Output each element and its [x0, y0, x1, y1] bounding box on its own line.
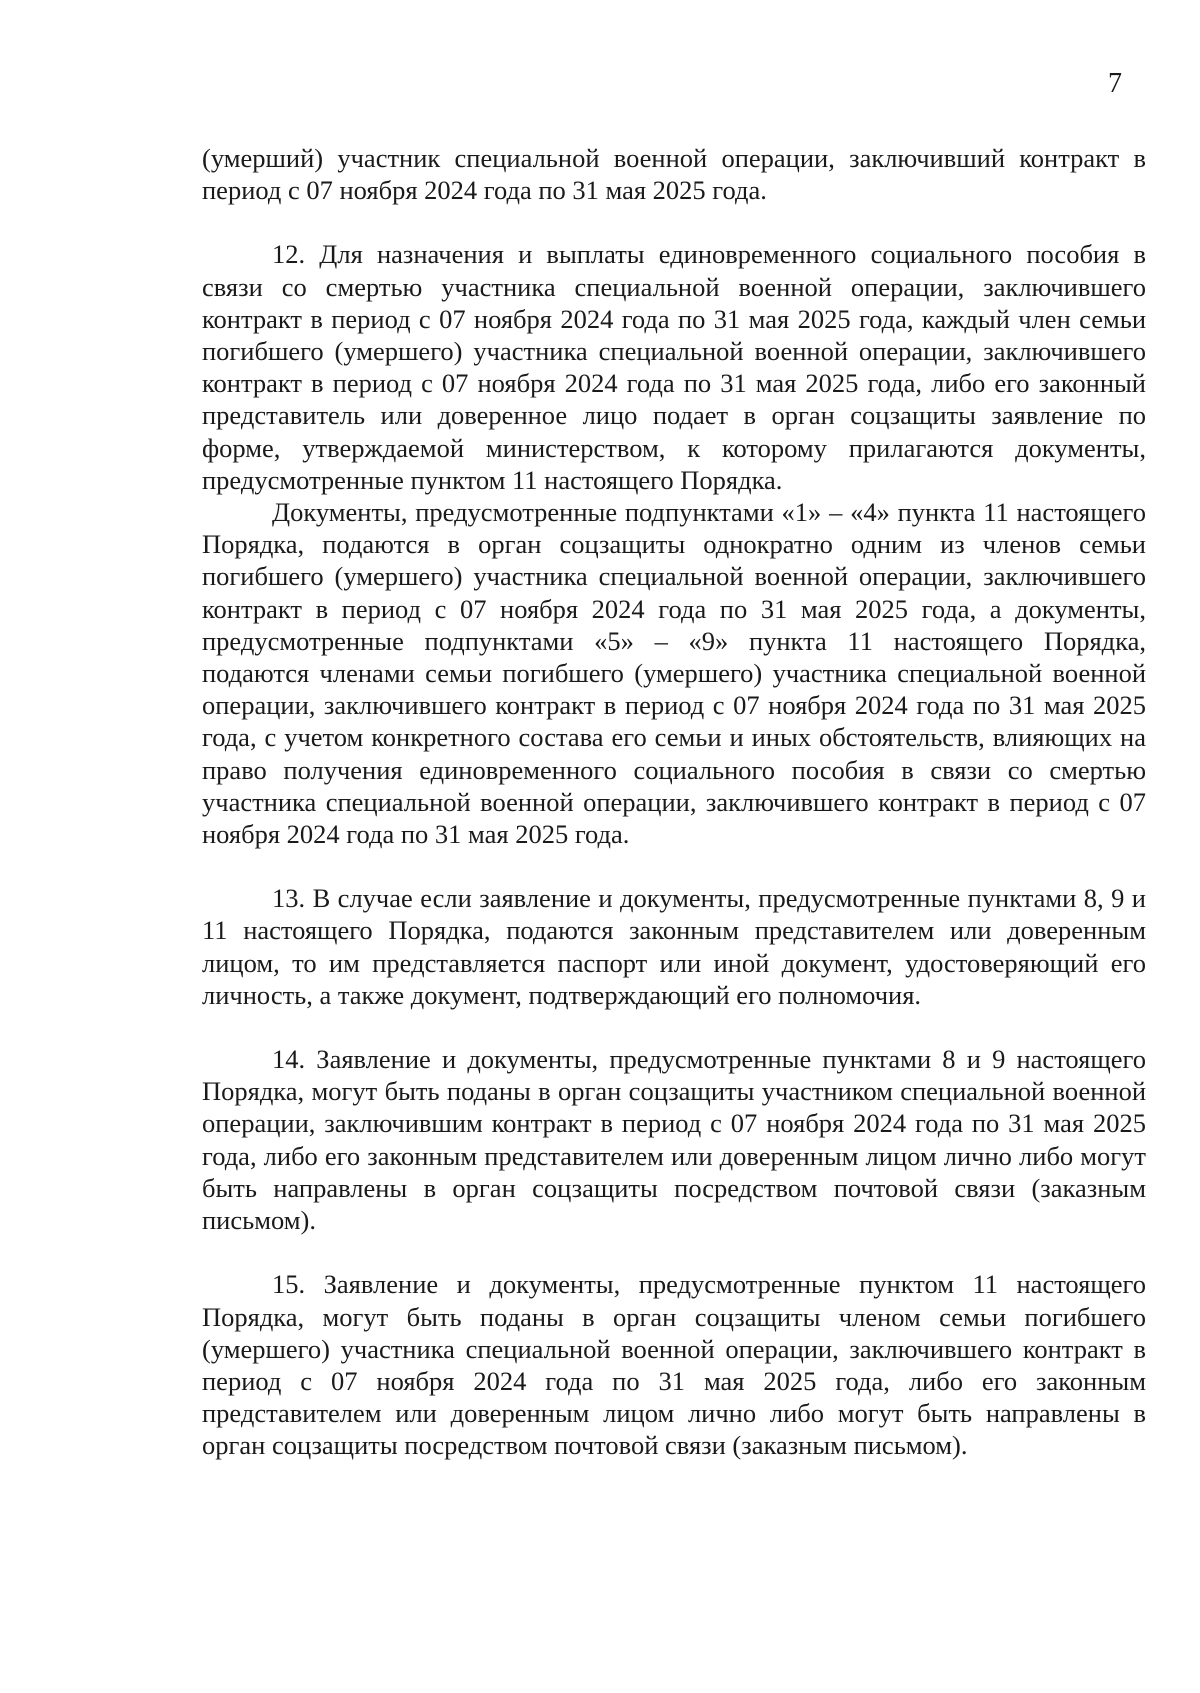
paragraph-item-15: 15. Заявление и документы, предусмотренные пунктом 11 настоящего Порядка, могут быть поданы в орган соцзащиты членом семьи погибшего (умершего) участника специальной военной операции, заключившего контракт в период с 07 ноября 2024 года по 31 мая 2025 года, либо его законным представителем или доверенным лицом лично либо могут быть направлены в орган соцзащиты посредством почтовой связи (заказным письмом).: [202, 1269, 1146, 1461]
paragraph-continuation: (умерший) участник специальной военной операции, заключивший контракт в период с 07 ноября 2024 года по 31 мая 2025 года.: [202, 143, 1146, 206]
page-number: 7: [1108, 68, 1122, 99]
paragraph-item-13: 13. В случае если заявление и документы, предусмотренные пунктами 8, 9 и 11 настоящего Порядка, подаются законным представителем или доверенным лицом, то им представляется паспорт или иной документ, удостоверяющий его личность, а также документ, подтверждающий его полномочия.: [202, 883, 1146, 1010]
paragraph-item-12: 12. Для назначения и выплаты единовременного социального пособия в связи со смертью участника специальной военной операции, заключившего контракт в период с 07 ноября 2024 года по 31 мая 2025 года, каждый член семьи погибшего (умершего) участника специальной военной операции, заключившего контракт в период с 07 ноября 2024 года по 31 мая 2025 года, либо его законный представитель или доверенное лицо подает в орган соцзащиты заявление по форме, утверждаемой министерством, к которому прилагаются документы, предусмотренные пунктом 11 настоящего Порядка.: [202, 239, 1146, 495]
paragraph-item-12-documents: Документы, предусмотренные подпунктами «1» – «4» пункта 11 настоящего Порядка, подаются в орган соцзащиты однократно одним из членов семьи погибшего (умершего) участника специальной военной операции, заключившего контракт в период с 07 ноября 2024 года по 31 мая 2025 года, а документы, предусмотренные подпунктами «5» – «9» пункта 11 настоящего Порядка, подаются членами семьи погибшего (умершего) участника специальной военной операции, заключившего контракт в период с 07 ноября 2024 года по 31 мая 2025 года, с учетом конкретного состава его семьи и иных обстоятельств, влияющих на право получения единовременного социального пособия в связи со смертью участника специальной военной операции, заключившего контракт в период с 07 ноября 2024 года по 31 мая 2025 года.: [202, 497, 1146, 850]
document-body: [202, 142, 1146, 1462]
paragraph-item-14: 14. Заявление и документы, предусмотренные пунктами 8 и 9 настоящего Порядка, могут быть поданы в орган соцзащиты участником специальной военной операции, заключившим контракт в период с 07 ноября 2024 года по 31 мая 2025 года, либо его законным представителем или доверенным лицом лично либо могут быть направлены в орган соцзащиты посредством почтовой связи (заказным письмом).: [202, 1044, 1146, 1236]
